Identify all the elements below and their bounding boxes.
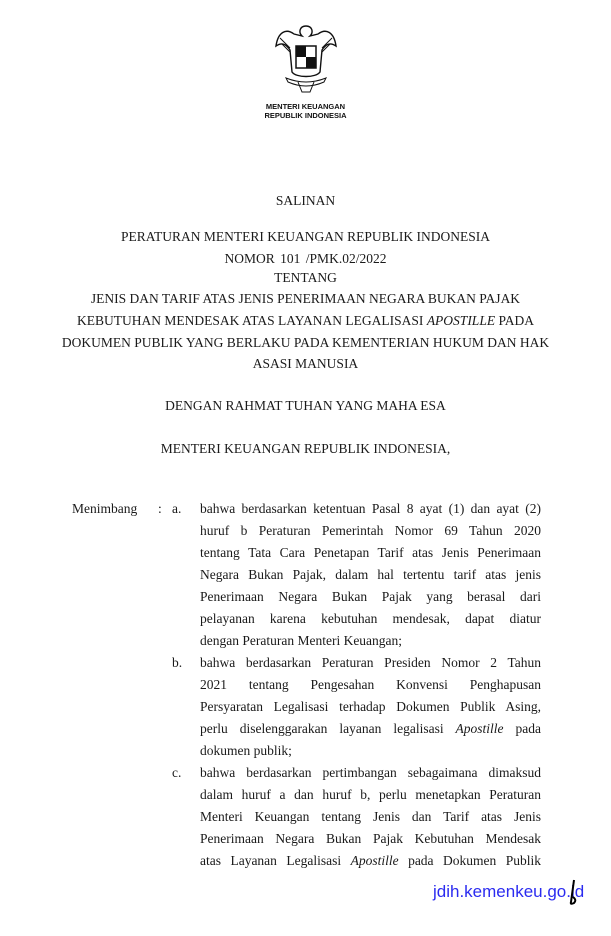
- item-c-line: atas Layanan Legalisasi Apostille pada Dokumen Publik: [200, 853, 541, 868]
- item-c-line: Penerimaan Negara Bukan Pajak Kebutuhan Mendesak: [200, 831, 541, 846]
- subject-line-4: ASASI MANUSIA: [252, 356, 359, 371]
- item-a-line: dengan Peraturan Menteri Keuangan;: [200, 633, 403, 648]
- item-c-line: Menteri Keuangan tentang Jenis dan Tarif atas Jenis: [200, 809, 541, 824]
- item-c-line: bahwa berdasarkan pertimbangan sebagaimana dimaksud: [200, 765, 541, 780]
- subject-line-1: JENIS DAN TARIF ATAS JENIS PENERIMAAN NEGARA BUKAN PAJAK: [90, 291, 521, 306]
- section-label: Menimbang: [72, 501, 138, 516]
- garuda-emblem-icon: [272, 22, 340, 96]
- letterhead-line-1: MENTERI KEUANGAN: [265, 102, 346, 111]
- section-colon: :: [158, 501, 162, 516]
- item-a-line: Penerimaan Negara Bukan Pajak yang berasal dari: [200, 589, 541, 604]
- regulation-number: NOMOR 101 /PMK.02/2022: [224, 251, 387, 266]
- paraf-signature-icon: [566, 878, 578, 906]
- item-b-line: Persyaratan Legalisasi terhadap Dokumen Publik Asing,: [200, 699, 541, 714]
- item-b-line: dokumen publik;: [200, 743, 292, 758]
- item-a-line: tentang Tata Cara Penetapan Tarif atas Jenis Penerimaan: [200, 545, 541, 560]
- letterhead-line-2: REPUBLIK INDONESIA: [264, 111, 347, 120]
- item-a-line: huruf b Peraturan Pemerintah Nomor 69 Tahun 2020: [200, 523, 541, 538]
- copy-label: SALINAN: [275, 193, 336, 208]
- item-a-line: Negara Bukan Pajak, dalam hal tertentu tarif atas jenis: [200, 567, 541, 582]
- about-label: TENTANG: [274, 270, 337, 285]
- regulation-title: PERATURAN MENTERI KEUANGAN REPUBLIK INDONESIA: [121, 229, 490, 244]
- subject-line-3: DOKUMEN PUBLIK YANG BERLAKU PADA KEMENTERIAN HUKUM DAN HAK: [61, 335, 550, 350]
- item-b-line: 2021 tentang Pengesahan Konvensi Penghapusan: [200, 677, 541, 692]
- item-a-line: bahwa berdasarkan ketentuan Pasal 8 ayat (1) dan ayat (2): [200, 501, 541, 516]
- issuer: MENTERI KEUANGAN REPUBLIK INDONESIA,: [160, 441, 451, 456]
- subject-line-2: KEBUTUHAN MENDESAK ATAS LAYANAN LEGALISASI APOSTILLE PADA: [77, 313, 534, 328]
- item-b-line: perlu diselenggarakan layanan legalisasi Apostille pada: [200, 721, 541, 736]
- item-c-line: dalam huruf a dan huruf b, perlu menetapkan Peraturan: [200, 787, 541, 802]
- blessing: DENGAN RAHMAT TUHAN YANG MAHA ESA: [165, 398, 446, 413]
- item-a-line: pelayanan karena kebutuhan mendesak, dapat diatur: [200, 611, 541, 626]
- item-marker-c: c.: [172, 765, 182, 780]
- item-b-line: bahwa berdasarkan Peraturan Presiden Nomor 2 Tahun: [200, 655, 541, 670]
- item-marker-a: a.: [172, 501, 182, 516]
- item-marker-b: b.: [172, 655, 183, 670]
- jdih-link[interactable]: jdih.kemenkeu.go.id: [433, 882, 585, 901]
